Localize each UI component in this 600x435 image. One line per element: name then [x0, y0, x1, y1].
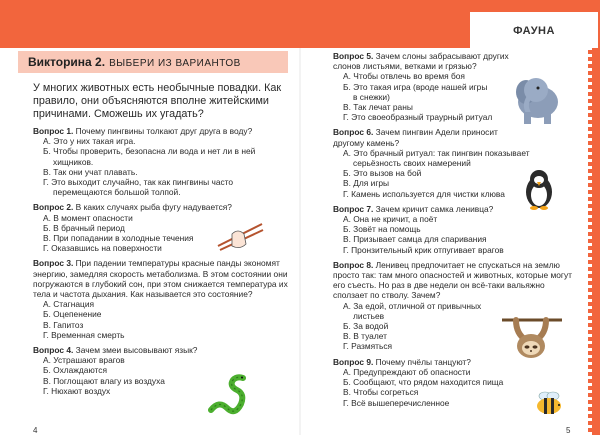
answer-option: Г. Камень используется для чистки клюва: [343, 188, 505, 199]
answer-option: Г. Нюхают воздух: [43, 385, 111, 396]
answer-option: А. Предупреждают об опасности: [343, 366, 471, 377]
answer-option-continued: хищников.: [53, 156, 94, 167]
answer-option-continued: серьёзность своих намерений: [353, 158, 471, 169]
answer-option: В. Призывает самца для спаривания: [343, 234, 487, 245]
answer-option: Б. Сообщают, что рядом находится пища: [343, 377, 504, 388]
quiz-title-subtitle: ВЫБЕРИ ИЗ ВАРИАНТОВ: [109, 58, 241, 69]
answer-option: В. В туалет: [343, 331, 387, 342]
question-7: [333, 204, 579, 255]
question-text: Зачем пингвин Адели приносит другому камень?: [333, 127, 498, 148]
answer-option: В. Так лечат раны: [343, 102, 413, 113]
quiz-title-number: Викторина 2.: [28, 55, 106, 69]
side-decoration: [588, 48, 600, 435]
answer-option: Г. Это своеобразный траурный ритуал: [343, 112, 493, 123]
question-1: [33, 126, 291, 197]
answer-option: А. Чтобы отвлечь во время боя: [343, 71, 465, 82]
elephant-icon: [508, 68, 568, 128]
penguin-icon: [522, 168, 556, 210]
sloth-icon: [502, 316, 562, 362]
question-number: Вопрос 6.: [333, 127, 374, 138]
answer-option: В. Поглощают влагу из воздуха: [43, 375, 165, 386]
answer-option: А. Стагнация: [43, 299, 95, 310]
question-number: Вопрос 3.: [33, 258, 74, 269]
answer-option: А. За едой, отличной от привычных: [343, 300, 482, 311]
question-number: Вопрос 2.: [33, 202, 74, 213]
question-text: Ленивец предпочитает не спускаться на землю просто так: там много опасностей и животных, которые могут его съесть. Но раз в две недели он всё-таки вальяжно сползает по стволу. Зачем?: [333, 259, 572, 301]
page-gutter: [299, 48, 301, 435]
chopsticks-icon: [214, 220, 266, 254]
snake-icon: [205, 372, 249, 416]
answer-option: Б. Оцепенение: [43, 309, 102, 320]
answer-option: В. Чтобы согреться: [343, 387, 419, 398]
answer-option: В. При попадании в холодные течения: [43, 233, 194, 244]
question-number: Вопрос 5.: [333, 51, 374, 61]
question-text: Зачем слоны забрасывают других слонов листьями, ветками и грязью?: [333, 51, 509, 72]
answer-option: Г. Временная смерть: [43, 329, 125, 340]
answer-option: А. В момент опасности: [43, 212, 133, 223]
question-text: Зачем кричит самка ленивца?: [375, 203, 494, 214]
question-number: Вопрос 7.: [333, 203, 374, 214]
page-number-right: 5: [566, 426, 571, 435]
question-number: Вопрос 8.: [333, 259, 374, 270]
question-text: При падении температуры красные панды экономят энергию, замедляя скорость метаболизма. В этом состоянии они погружаются в глубокий сон, при этом снижается температура их тела и частота дыхания. Как называется это состояние?: [33, 258, 288, 300]
question-number: Вопрос 4.: [33, 345, 74, 356]
answer-option: В. Гапитоз: [43, 319, 84, 330]
answer-option: Г. Всё вышеперечисленное: [343, 397, 450, 408]
answer-option: Б. Охлаждаются: [43, 365, 108, 376]
answer-option: Б. В брачный период: [43, 222, 125, 233]
quiz-title: [18, 51, 288, 73]
answer-option: Г. Оказавшись на поверхности: [43, 243, 162, 254]
answer-option: Б. Это вызов на бой: [343, 168, 422, 179]
page-number-left: 4: [33, 426, 38, 435]
answer-option-continued: в снежки): [353, 91, 390, 102]
section-label: ФАУНА: [470, 12, 598, 50]
question-4: [33, 345, 291, 396]
answer-option: В. Так они учат плавать.: [43, 166, 138, 177]
answer-option-continued: перемещаются большой толпой.: [53, 187, 181, 198]
answer-option: А. Это брачный ритуал: так пингвин показывает: [343, 147, 530, 158]
answer-option: Г. Размяться: [343, 341, 393, 352]
question-number: Вопрос 9.: [333, 356, 374, 367]
answer-option: А. Это у них такая игра.: [43, 136, 136, 147]
question-text: Почему пчёлы танцуют?: [375, 356, 471, 367]
answer-option: В. Для игры: [343, 178, 390, 189]
question-number: Вопрос 1.: [33, 126, 74, 136]
answer-option-continued: листьев: [353, 310, 385, 321]
answer-option: А. Она не кричит, а поёт: [343, 214, 438, 225]
answer-option: Б. Это такая игра (вроде нашей игры: [343, 81, 488, 92]
question-text: Почему пингвины толкают друг друга в воду?: [75, 126, 253, 136]
answer-option: Б. Чтобы проверить, безопасна ли вода и нет ли в ней: [43, 146, 256, 157]
answer-option: Г. Это выходит случайно, так как пингвины часто: [43, 177, 234, 188]
question-3: [33, 258, 291, 340]
answer-option: Г. Пронзительный крик отпугивает врагов: [343, 244, 504, 255]
answer-option: Б. Зовёт на помощь: [343, 224, 421, 235]
question-text: В каких случаях рыба фугу надувается?: [75, 202, 232, 213]
bee-icon: [533, 390, 565, 416]
question-text: Зачем змеи высовывают язык?: [75, 345, 198, 356]
answer-option: Б. За водой: [343, 321, 389, 332]
intro-text: У многих животных есть необычные повадки. Как правило, они объясняются вполне житейскими причинами. Сможешь их угадать?: [33, 82, 282, 120]
answer-option: А. Устрашают врагов: [43, 355, 125, 366]
